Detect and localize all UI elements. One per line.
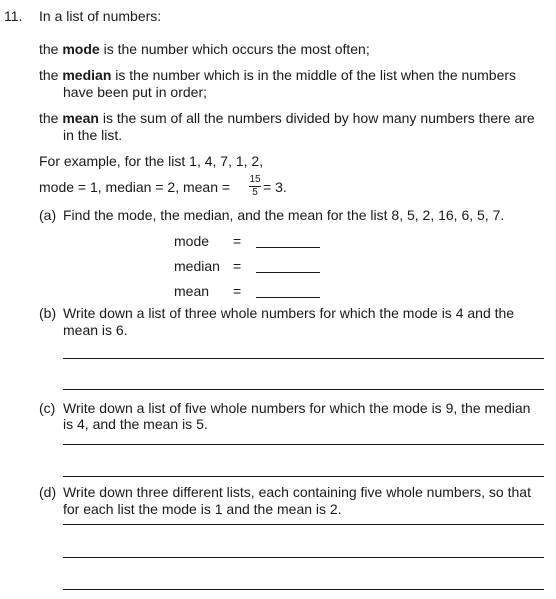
part-d-answer-line-2[interactable] bbox=[63, 557, 544, 558]
mode-def-rest: is the number which occurs the most often; bbox=[99, 41, 370, 57]
mean-answer-blank[interactable] bbox=[256, 297, 320, 298]
mode-def-prefix: the bbox=[39, 41, 63, 57]
part-c-line1: Write down a list of five whole numbers for which the mode is 9, the median bbox=[63, 400, 531, 416]
part-c-answer-line-1[interactable] bbox=[63, 444, 544, 445]
part-a-text: Find the mode, the median, and the mean for the list 8, 5, 2, 16, 6, 5, 7. bbox=[63, 207, 505, 223]
mode-definition bbox=[39, 41, 370, 58]
part-b-answer-line-1[interactable] bbox=[63, 358, 544, 359]
part-a-label: (a) bbox=[39, 207, 57, 223]
fraction-numerator: 15 bbox=[249, 174, 261, 185]
mode-answer-blank[interactable] bbox=[256, 247, 320, 248]
median-def-rest-line2: have been put in order; bbox=[63, 84, 207, 100]
mean-definition bbox=[39, 110, 535, 127]
mean-term: mean bbox=[62, 110, 99, 126]
part-b-line2: mean is 6. bbox=[63, 322, 128, 338]
part-d-line2: for each list the mode is 1 and the mean is 2. bbox=[63, 501, 342, 517]
mode-term: mode bbox=[62, 41, 100, 57]
median-def-rest-line1: is the number which is in the middle of the list when the numbers bbox=[111, 67, 517, 83]
median-row-label: median bbox=[174, 258, 220, 274]
part-c-label: (c) bbox=[39, 400, 56, 416]
mode-row-equals: = bbox=[233, 233, 242, 249]
question-intro: In a list of numbers: bbox=[39, 8, 162, 24]
median-answer-blank[interactable] bbox=[256, 272, 320, 273]
mean-def-prefix: the bbox=[39, 110, 63, 126]
mean-def-rest-line1: is the sum of all the numbers divided by how many numbers there are bbox=[98, 110, 535, 126]
question-number: 11. bbox=[4, 8, 23, 24]
example-values: mode = 1, median = 2, mean = bbox=[39, 179, 231, 195]
median-definition bbox=[39, 67, 516, 84]
median-row-equals: = bbox=[233, 258, 242, 274]
fraction-denominator: 5 bbox=[252, 187, 258, 198]
part-c-answer-line-2[interactable] bbox=[63, 476, 544, 477]
part-b-answer-line-2[interactable] bbox=[63, 389, 544, 390]
part-b-label: (b) bbox=[39, 305, 57, 321]
part-b-line1: Write down a list of three whole numbers for which the mode is 4 and the bbox=[63, 305, 515, 321]
part-d-label: (d) bbox=[39, 484, 57, 500]
part-d-answer-line-1[interactable] bbox=[63, 524, 544, 525]
part-c-line2: is 4, and the mean is 5. bbox=[63, 416, 208, 432]
mean-row-label: mean bbox=[174, 283, 210, 299]
part-d-answer-line-3[interactable] bbox=[63, 589, 544, 590]
part-d-line1: Write down three different lists, each containing five whole numbers, so that bbox=[63, 484, 531, 500]
example-intro: For example, for the list 1, 4, 7, 1, 2, bbox=[39, 153, 264, 169]
mean-def-rest-line2: in the list. bbox=[63, 127, 123, 143]
median-def-prefix: the bbox=[39, 67, 63, 83]
example-result: = 3. bbox=[263, 179, 287, 195]
mean-row-equals: = bbox=[233, 283, 242, 299]
median-term: median bbox=[62, 67, 112, 83]
mode-row-label: mode bbox=[174, 233, 210, 249]
